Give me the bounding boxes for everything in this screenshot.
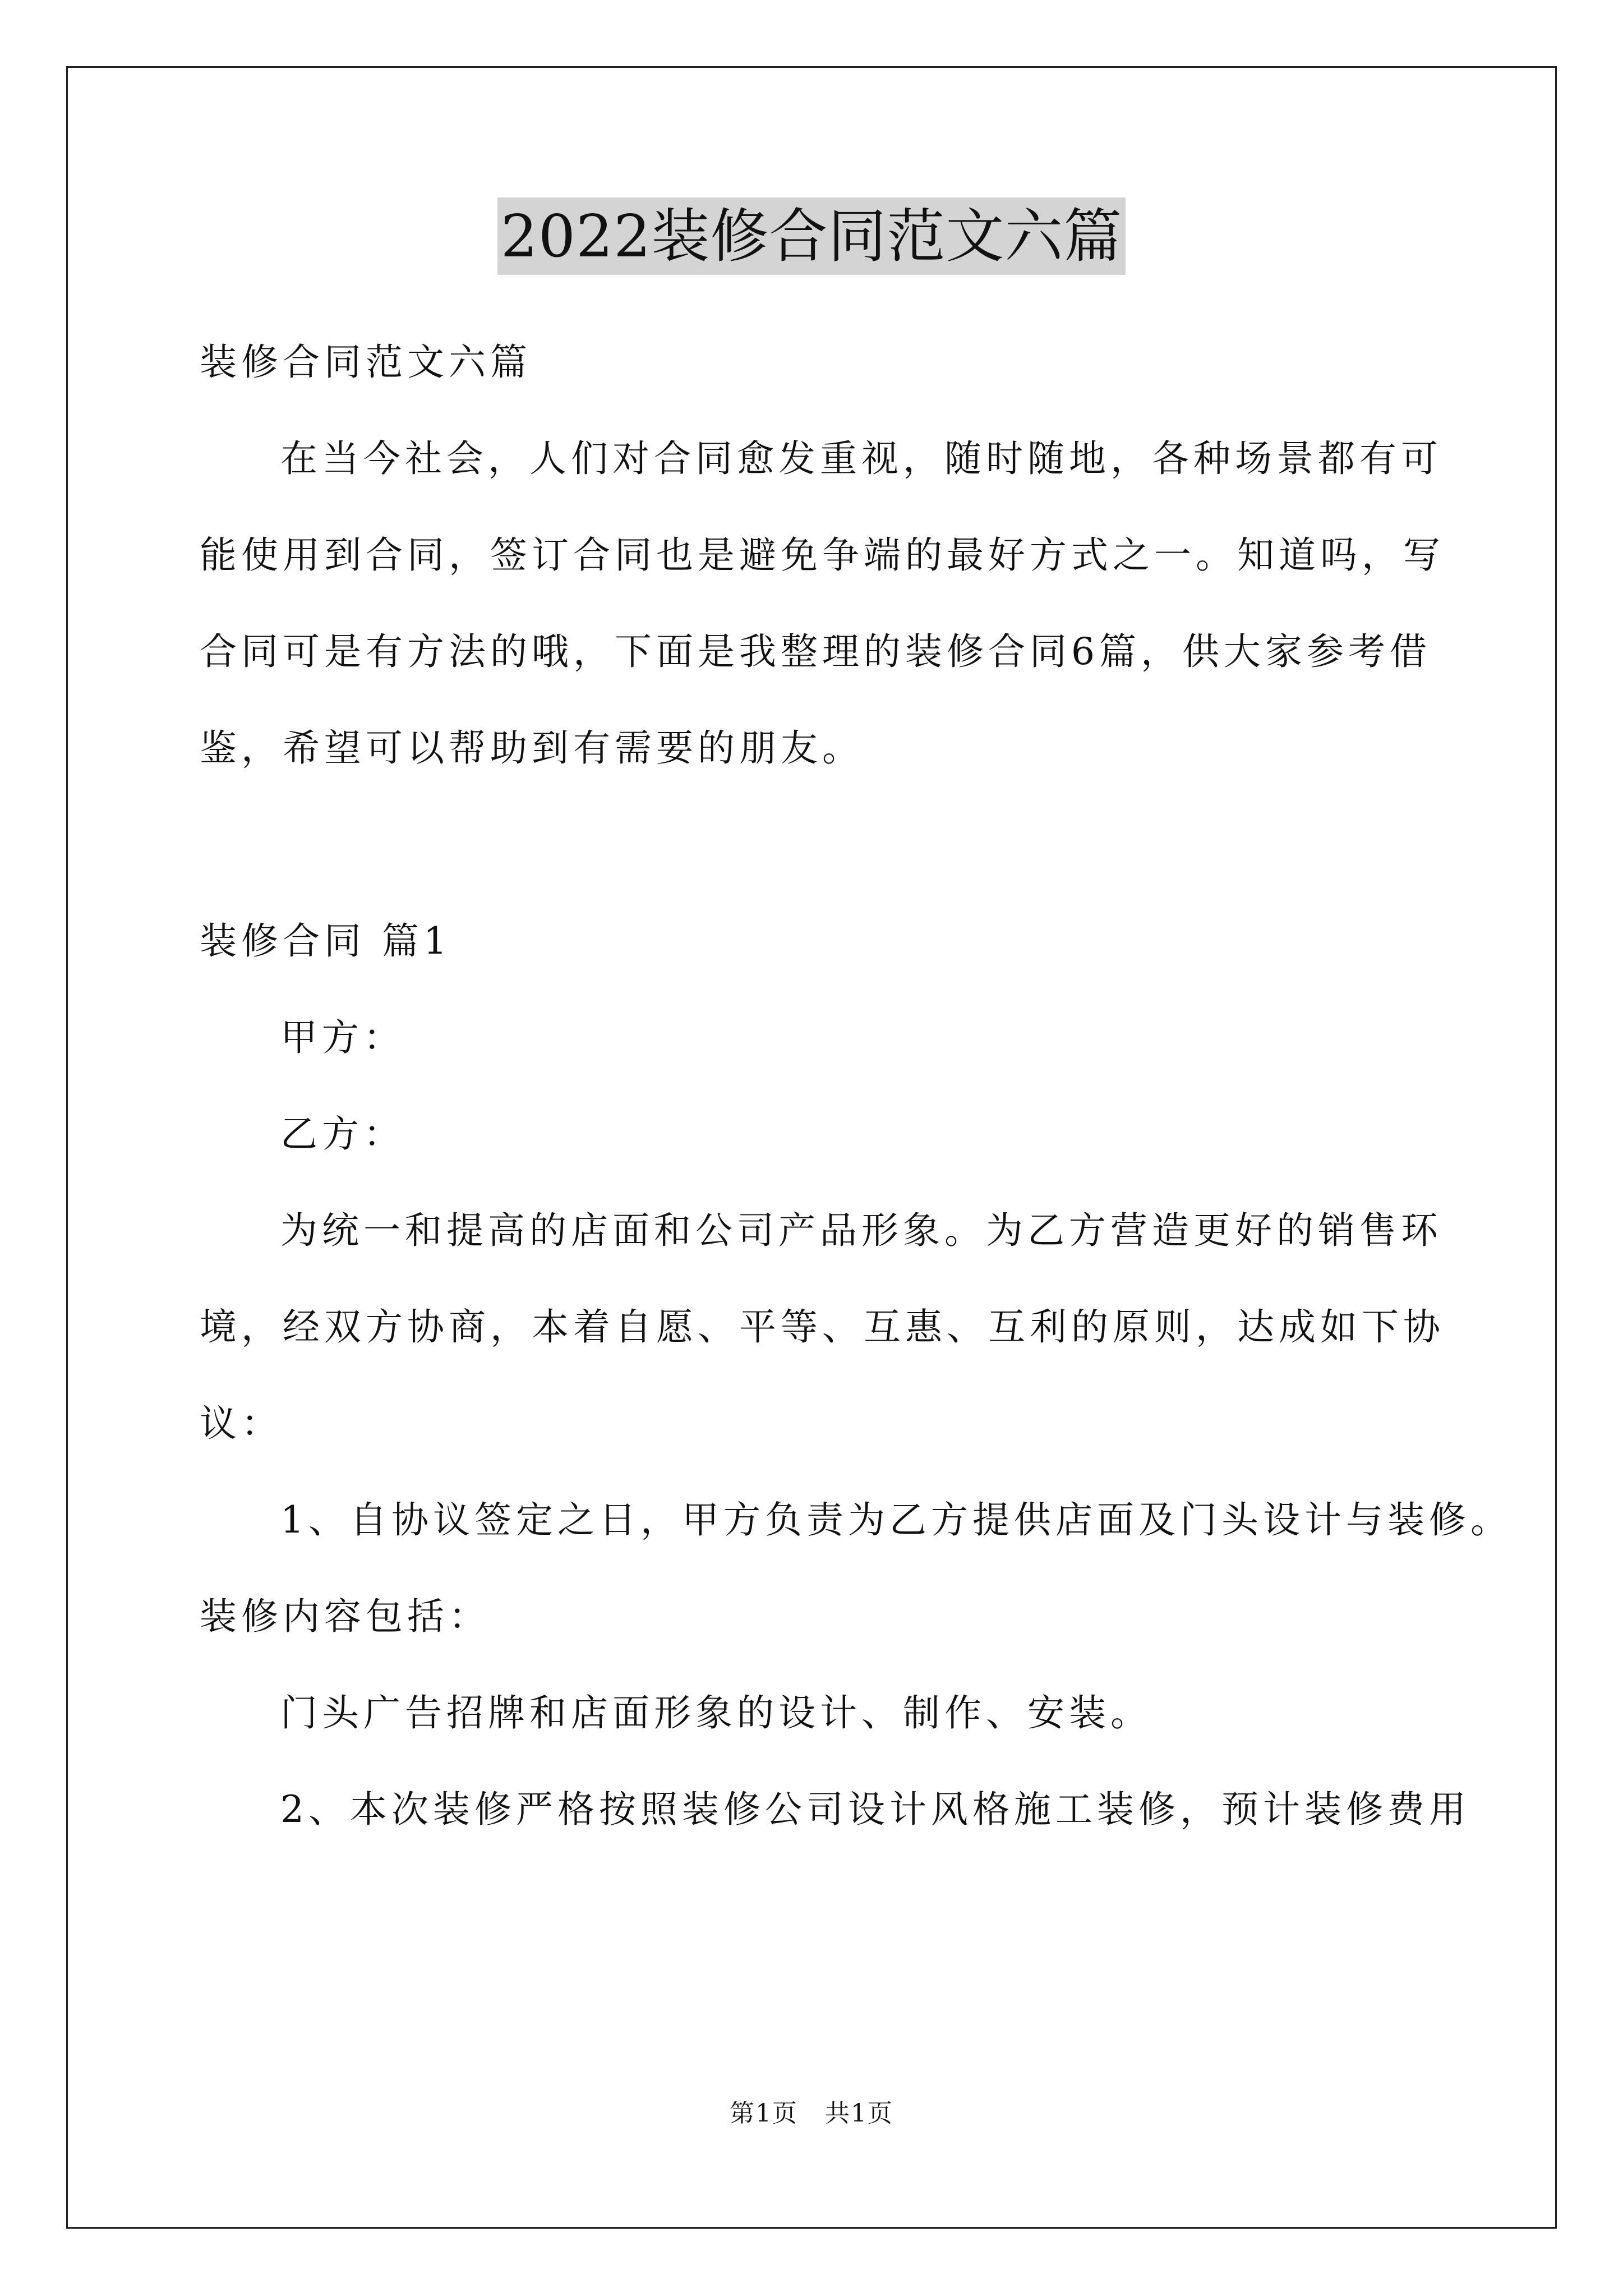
party-a-line: 甲方： [280,1016,405,1059]
clause-1-line-1: 1、自协议签定之日，甲方负责为乙方提供店面及门头设计与装修。 [280,1498,1512,1542]
purpose-line-1: 为统一和提高的店面和公司产品形象。为乙方营造更好的销售环 [280,1209,1442,1252]
page-number-total: 共1页 [825,2099,893,2128]
intro-line-3: 合同可是有方法的哦，下面是我整理的装修合同6篇，供大家参考借 [200,630,1431,673]
subtitle-line: 装修合同范文六篇 [200,341,532,384]
clause-2-line-1: 2、本次装修严格按照装修公司设计风格施工装修，预计装修费用 [280,1788,1470,1831]
purpose-line-3: 议： [200,1402,283,1445]
page-number-current: 第1页 [730,2099,798,2128]
intro-line-2: 能使用到合同，签订合同也是避免争端的最好方式之一。知道吗，写 [200,533,1445,577]
paragraph-gap [200,797,1426,893]
section-heading: 装修合同 篇1 [200,919,451,963]
intro-line-1: 在当今社会，人们对合同愈发重视，随时随地，各种场景都有可 [280,437,1442,480]
title-container [0,197,1623,275]
party-b-line: 乙方： [280,1112,405,1156]
document-body [200,314,1512,1858]
clause-1-line-2: 装修内容包括： [200,1595,490,1638]
page-footer [0,2097,1623,2131]
purpose-line-2: 境，经双方协商，本着自愿、平等、互惠、互利的原则，达成如下协 [200,1305,1445,1349]
intro-line-4: 鉴，希望可以帮助到有需要的朋友。 [200,726,864,770]
document-title: 2022装修合同范文六篇 [497,197,1126,275]
clause-1-line-3: 门头广告招牌和店面形象的设计、制作、安装。 [280,1691,1152,1734]
